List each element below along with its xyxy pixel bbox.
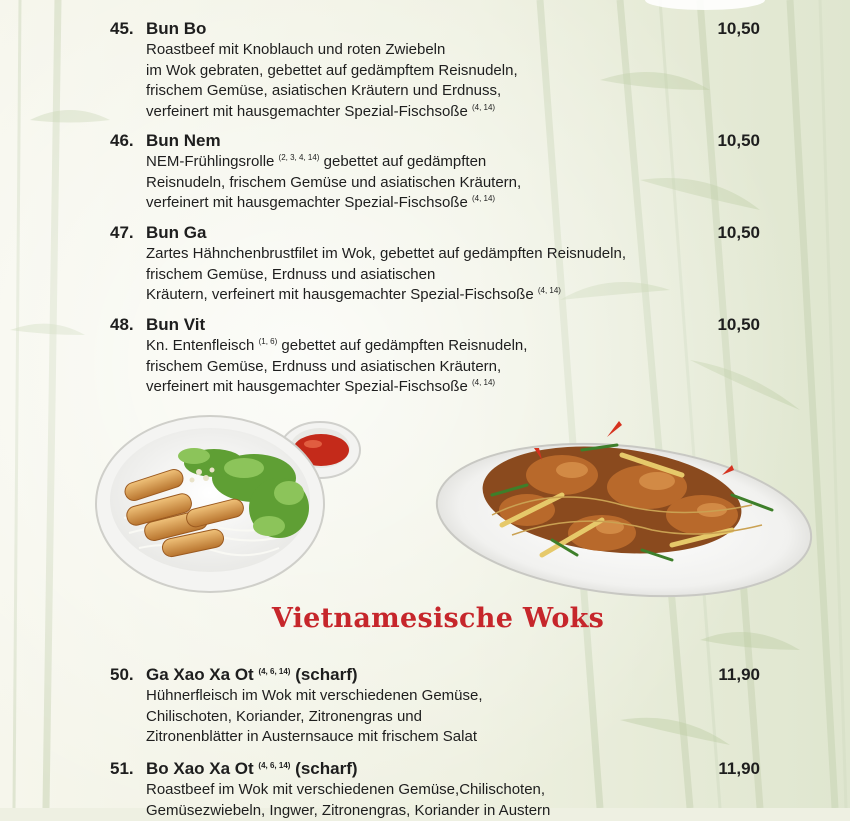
description-text: verfeinert mit hausgemachter Spezial-Fischsoße [146, 194, 468, 211]
item-description [146, 40, 736, 122]
item-description [146, 336, 736, 398]
item-number: 47. [110, 223, 134, 243]
description-line: Roastbeef im Wok mit verschiedenen Gemüse,Chilischoten, [146, 780, 736, 801]
allergen-note: (2, 3, 4, 14) [279, 153, 320, 162]
description-line [146, 102, 736, 123]
description-line: Gemüsezwiebeln, Ingwer, Zitronengras, Koriander in Austern [146, 801, 736, 821]
spicy-label: (scharf) [295, 759, 357, 778]
item-number: 51. [110, 759, 134, 779]
item-name: Bun Bo [146, 19, 206, 39]
description-line: Zitronenblätter in Austernsauce mit frischem Salat [146, 727, 736, 748]
item-name-group [146, 759, 358, 779]
description-text: gebettet auf gedämpften Reisnudeln, [277, 337, 527, 354]
stir-fried-duck-plate-photo [432, 415, 817, 607]
item-number: 45. [110, 19, 134, 39]
description-line [146, 377, 736, 398]
item-number: 50. [110, 665, 134, 685]
description-line: frischem Gemüse, asiatischen Kräutern und Erdnuss, [146, 81, 736, 102]
allergen-note: (4, 14) [472, 103, 495, 112]
allergen-note: (4, 14) [472, 378, 495, 387]
item-price: 10,50 [717, 19, 760, 39]
description-line [146, 152, 736, 173]
menu-item-51 [110, 759, 760, 821]
item-number: 48. [110, 315, 134, 335]
item-name: Bun Ga [146, 223, 206, 243]
menu-item-46 [110, 131, 760, 214]
item-name-group [146, 665, 358, 685]
item-description [146, 780, 736, 821]
allergen-note: (4, 6, 14) [258, 667, 290, 676]
item-price: 10,50 [717, 223, 760, 243]
description-line [146, 285, 736, 306]
description-line: Chilischoten, Koriander, Zitronengras und [146, 707, 736, 728]
menu-item-50 [110, 665, 760, 748]
item-name: Ga Xao Xa Ot [146, 665, 254, 684]
description-text: verfeinert mit hausgemachter Spezial-Fischsoße [146, 103, 468, 120]
allergen-note: (4, 6, 14) [258, 761, 290, 770]
description-line [146, 193, 736, 214]
description-line [146, 336, 736, 357]
description-text: Kn. Entenfleisch [146, 337, 254, 354]
allergen-note: (4, 14) [538, 286, 561, 295]
spring-roll-noodle-bowl-photo [94, 408, 366, 598]
description-line: Roastbeef mit Knoblauch und roten Zwiebeln [146, 40, 736, 61]
description-line: frischem Gemüse, Erdnuss und asiatischen [146, 265, 736, 286]
menu-item-45 [110, 19, 760, 122]
item-name: Bun Vit [146, 315, 205, 335]
description-line: Reisnudeln, frischem Gemüse und asiatischen Kräutern, [146, 173, 736, 194]
item-price: 11,90 [718, 759, 760, 779]
item-description [146, 244, 736, 306]
description-text: verfeinert mit hausgemachter Spezial-Fischsoße [146, 378, 468, 395]
menu-item-47 [110, 223, 760, 306]
item-name: Bo Xao Xa Ot [146, 759, 254, 778]
section-title: Vietnamesische Woks [0, 603, 850, 634]
menu-item-48 [110, 315, 760, 398]
item-description [146, 686, 736, 748]
item-description [146, 152, 736, 214]
description-text: NEM-Frühlingsrolle [146, 153, 274, 170]
item-price: 10,50 [717, 315, 760, 335]
allergen-note: (4, 14) [472, 194, 495, 203]
spicy-label: (scharf) [295, 665, 357, 684]
description-line: frischem Gemüse, Erdnuss und asiatischen Kräutern, [146, 357, 736, 378]
description-line: Zartes Hähnchenbrustfilet im Wok, gebettet auf gedämpften Reisnudeln, [146, 244, 736, 265]
allergen-note: (1, 6) [259, 337, 278, 346]
description-text: Kräutern, verfeinert mit hausgemachter Spezial-Fischsoße [146, 286, 534, 303]
description-line: Hühnerfleisch im Wok mit verschiedenen Gemüse, [146, 686, 736, 707]
item-price: 10,50 [717, 131, 760, 151]
item-price: 11,90 [718, 665, 760, 685]
description-line: im Wok gebraten, gebettet auf gedämpftem Reisnudeln, [146, 61, 736, 82]
description-text: gebettet auf gedämpften [319, 153, 486, 170]
item-number: 46. [110, 131, 134, 151]
item-name: Bun Nem [146, 131, 221, 151]
